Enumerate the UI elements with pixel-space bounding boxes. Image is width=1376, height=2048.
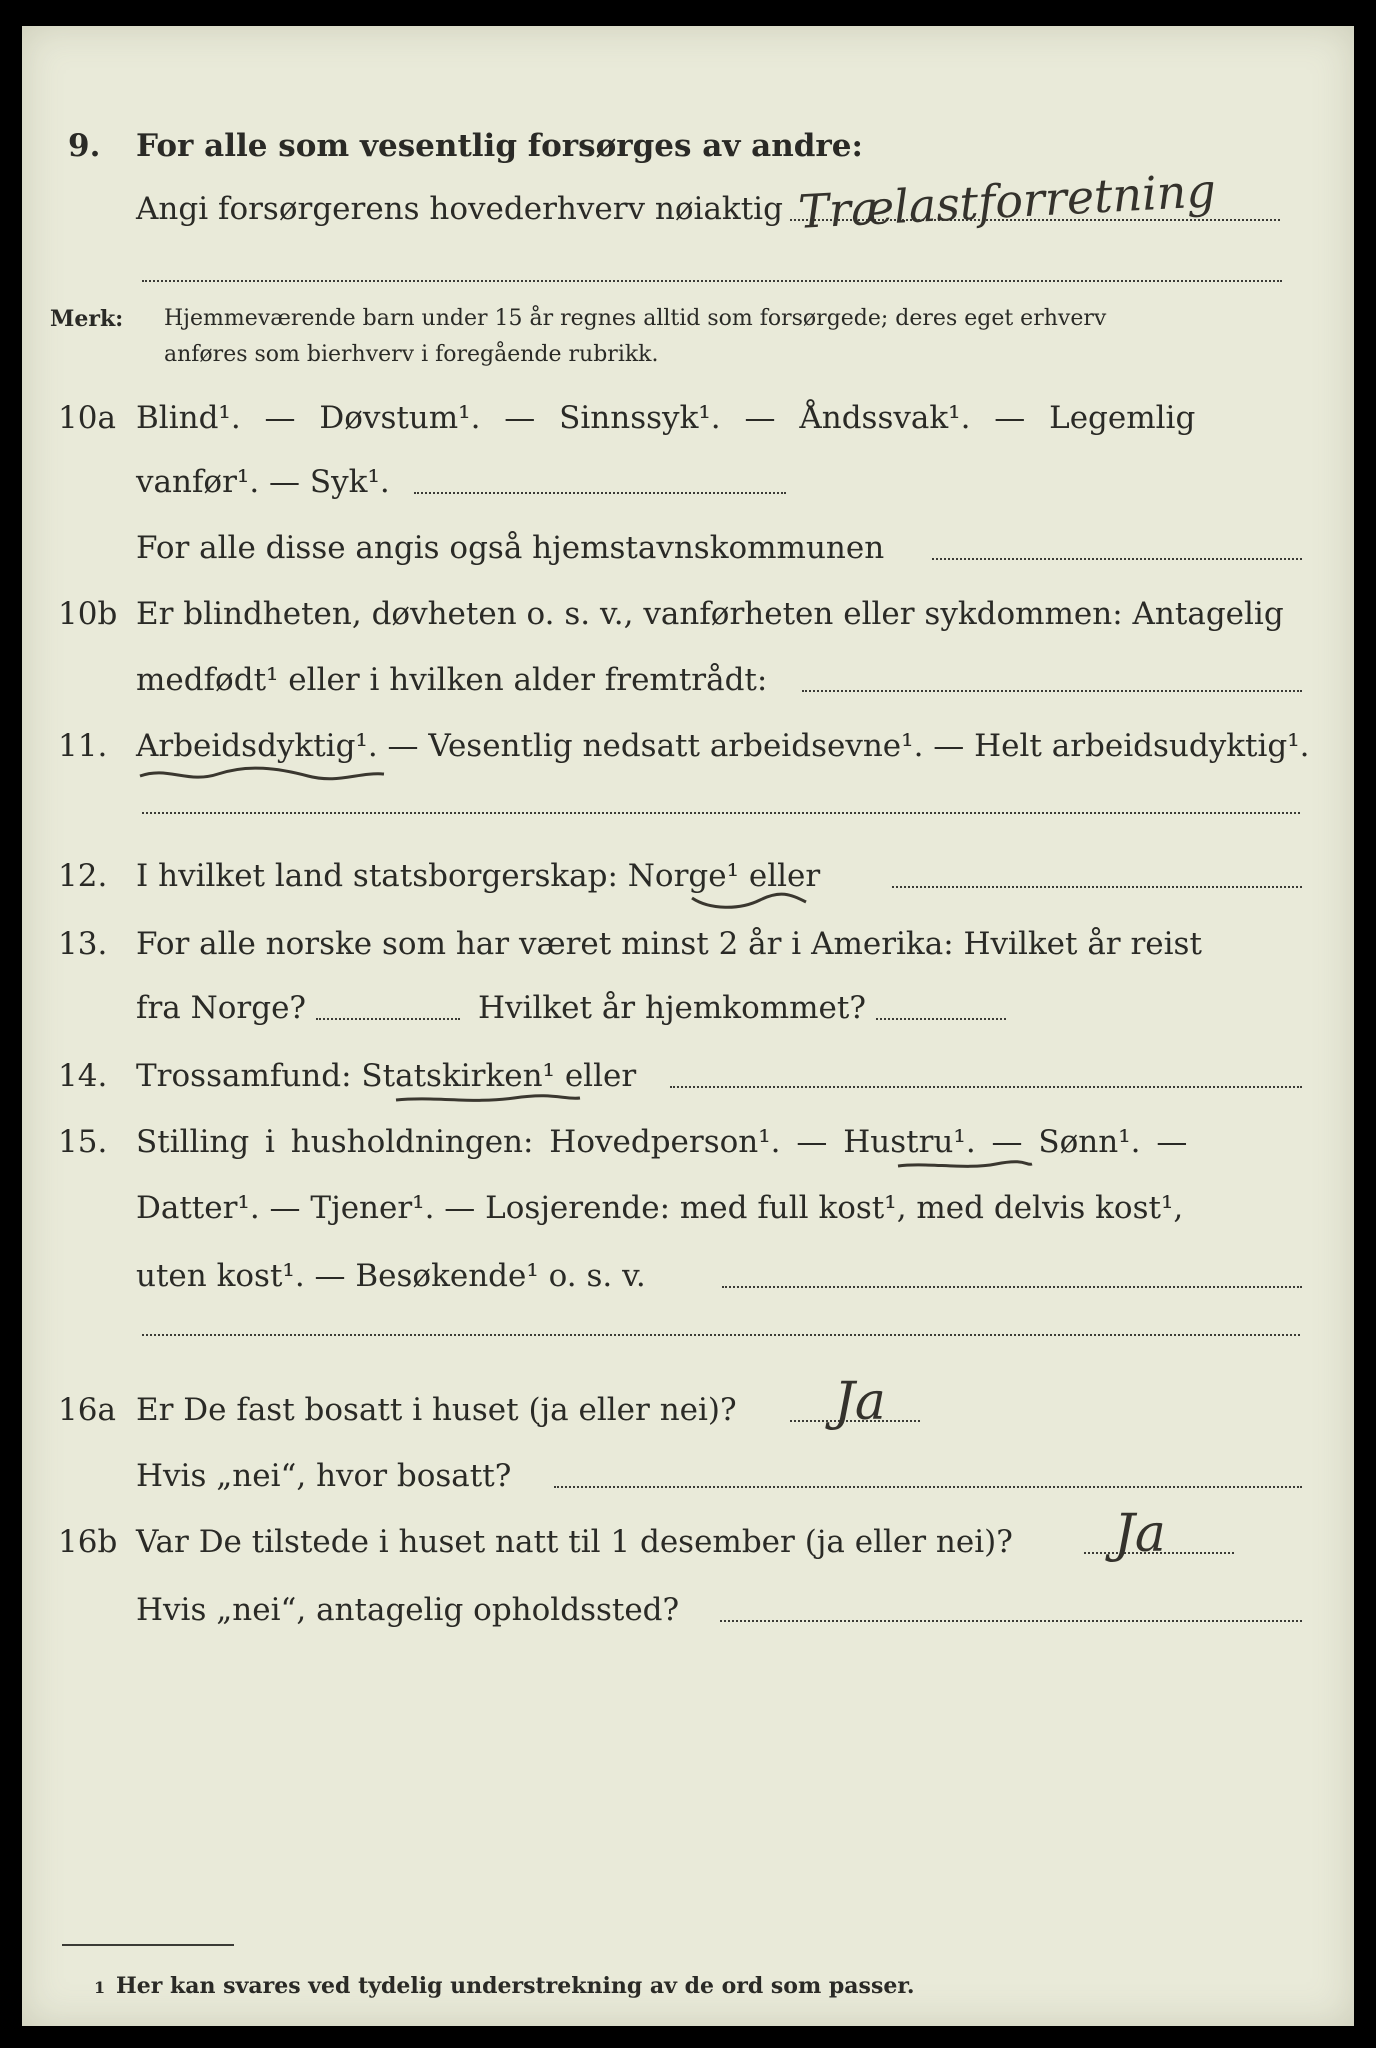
q13-number: 13.: [58, 926, 108, 962]
q9-line2: Angi forsørgerens hovederhverv nøiaktig: [136, 191, 783, 227]
footnote-text: Her kan svares ved tydelig understrekning av de ord som passer.: [116, 1973, 915, 1999]
merk-line1: Hjemmeværende barn under 15 år regnes alltid som forsørgede; deres eget erhverv: [164, 306, 1107, 331]
q16a-handwritten-answer: Ja: [834, 1372, 886, 1432]
footnote-rule: [62, 1944, 234, 1946]
q12-answer-line: [892, 886, 1302, 888]
q10a-answer-line: [414, 492, 786, 494]
q11-number: 11.: [58, 728, 108, 764]
q15-line1: Stilling i husholdningen: Hovedperson¹. — Hustru¹. — Sønn¹. —: [136, 1124, 1188, 1160]
q14-answer-underline: [394, 1092, 584, 1108]
q9-handwritten-answer: Trælastforretning: [796, 163, 1218, 239]
q13-line2-b: Hvilket år hjemkommet?: [478, 990, 866, 1026]
merk-label: Merk:: [50, 306, 124, 332]
q9-line1: For alle som vesentlig forsørges av andre:: [136, 128, 863, 164]
q13-hjemkommet-line: [876, 1018, 1006, 1020]
q14-answer-line: [670, 1086, 1302, 1088]
q11-line1: Arbeidsdyktig¹. — Vesentlig nedsatt arbeidsevne¹. — Helt arbeidsudyktig¹.: [136, 728, 1310, 764]
q9-number: 9.: [68, 128, 101, 164]
q12-answer-underline: [690, 892, 810, 914]
footnote-marker: 1: [94, 1978, 106, 1997]
q14-line1: Trossamfund: Statskirken¹ eller: [136, 1058, 637, 1094]
q15-extra-line: [142, 1334, 1300, 1336]
form-paper: [22, 26, 1354, 2026]
q16b-line1: Var De tilstede i huset natt til 1 desember (ja eller nei)?: [136, 1524, 1013, 1560]
q16a-line1: Er De fast bosatt i huset (ja eller nei)?: [136, 1392, 737, 1428]
q16b-opholdssted-line: [720, 1620, 1302, 1622]
q12-line1: I hvilket land statsborgerskap: Norge¹ eller: [136, 858, 821, 894]
q16b-handwritten-answer: Ja: [1114, 1504, 1166, 1564]
q15-answer-line: [722, 1286, 1302, 1288]
q15-answer-underline: [896, 1158, 1036, 1174]
q13-line2-a: fra Norge?: [136, 990, 307, 1026]
q10a-number: 10a: [58, 400, 116, 436]
q11-extra-line: [142, 812, 1300, 814]
q16a-number: 16a: [58, 1392, 116, 1428]
q11-answer-underline: [138, 764, 388, 788]
q15-number: 15.: [58, 1124, 108, 1160]
q16a-line2: Hvis „nei“, hvor bosatt?: [136, 1458, 512, 1494]
q10b-number: 10b: [58, 596, 118, 632]
q10a-hjemstavn-line: [932, 558, 1302, 560]
q12-number: 12.: [58, 858, 108, 894]
q10a-line2: vanfør¹. — Syk¹.: [136, 464, 390, 500]
q10a-line3: For alle disse angis også hjemstavnskommunen: [136, 530, 885, 566]
q10b-line2: medfødt¹ eller i hvilken alder fremtrådt:: [136, 662, 768, 698]
q13-reist-line: [316, 1018, 460, 1020]
q10b-line1: Er blindheten, døvheten o. s. v., vanførheten eller sykdommen: Antagelig: [136, 596, 1284, 632]
q15-line2: Datter¹. — Tjener¹. — Losjerende: med full kost¹, med delvis kost¹,: [136, 1190, 1184, 1226]
q15-line3: uten kost¹. — Besøkende¹ o. s. v.: [136, 1258, 646, 1294]
q10b-answer-line: [802, 690, 1302, 692]
q16b-line2: Hvis „nei“, antagelig opholdssted?: [136, 1592, 680, 1628]
q16a-bosatt-line: [554, 1486, 1302, 1488]
q14-number: 14.: [58, 1058, 108, 1094]
merk-line2: anføres som bierhverv i foregående rubrikk.: [164, 342, 659, 367]
q16b-number: 16b: [58, 1524, 118, 1560]
q9-extra-line: [142, 280, 1282, 282]
q10a-line1: Blind¹. — Døvstum¹. — Sinnssyk¹. — Åndssvak¹. — Legemlig: [136, 400, 1196, 436]
q13-line1: For alle norske som har været minst 2 år i Amerika: Hvilket år reist: [136, 926, 1202, 962]
